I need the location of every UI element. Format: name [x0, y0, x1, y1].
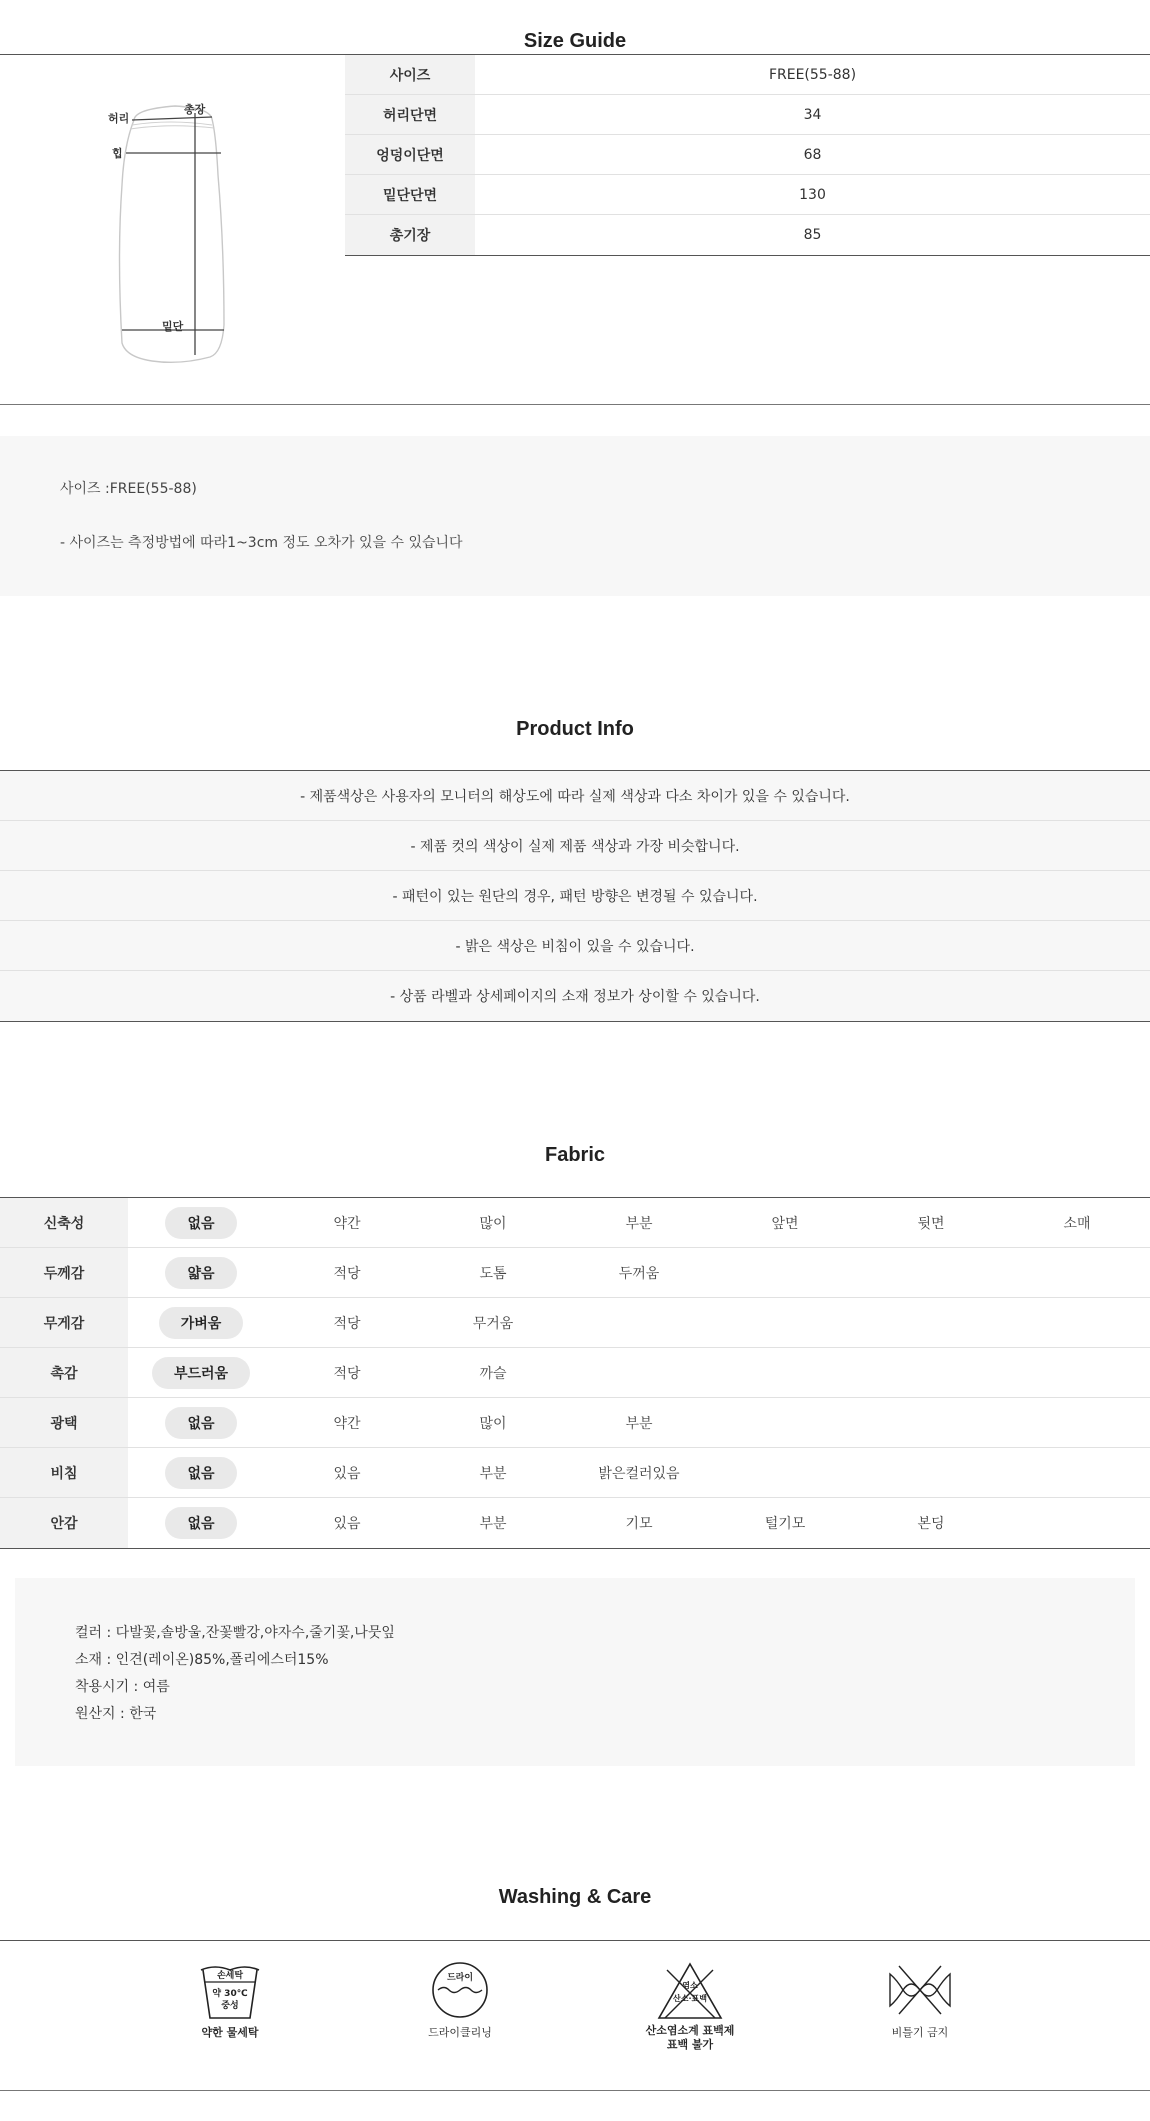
size-row-value: 34 [803, 106, 822, 123]
fabric-row [0, 1248, 1150, 1298]
hand-wash-icon-detergent: 중성 [221, 2001, 239, 2011]
size-row-label: 엉덩이단면 [345, 135, 475, 174]
no-wring-icon [885, 1960, 955, 2020]
size-note-line: 사이즈 :FREE(55-88) [60, 481, 197, 497]
fabric-option-selected [128, 1498, 274, 1548]
size-guide-title: Size Guide [523, 30, 627, 52]
fabric-option [858, 1348, 1004, 1397]
fabric-row [0, 1298, 1150, 1348]
size-row-value: 85 [803, 227, 822, 243]
fabric-option [712, 1298, 858, 1347]
fabric-option [1004, 1398, 1150, 1447]
fabric-option-label: 소매 [1063, 1215, 1091, 1232]
fabric-option-selected [128, 1398, 274, 1447]
fabric-option [566, 1248, 712, 1297]
fabric-option-label: 무거움 [472, 1315, 514, 1332]
fabric-option [1004, 1298, 1150, 1347]
fabric-option [420, 1498, 566, 1548]
fabric-option [1004, 1248, 1150, 1297]
size-row-label: 총기장 [345, 215, 475, 255]
hand-wash-icon-top: 손세탁 [216, 1971, 244, 1981]
detail-origin: 원산지 : 한국 [75, 1706, 157, 1722]
fabric-title: Fabric [544, 1144, 606, 1166]
fabric-option [566, 1398, 712, 1447]
fabric-option-label: 있음 [333, 1465, 361, 1482]
fabric-option [712, 1398, 858, 1447]
fabric-row-label: 광택 [0, 1398, 128, 1447]
fabric-option [712, 1448, 858, 1497]
fabric-option [274, 1398, 420, 1447]
fabric-option-label: 없음 [165, 1457, 236, 1489]
size-row [345, 55, 1150, 95]
fabric-option-label: 부분 [625, 1415, 653, 1432]
fabric-option-label: 털기모 [764, 1516, 806, 1532]
fabric-option-selected [128, 1448, 274, 1497]
care-label: 비틀기 금지 [891, 2026, 949, 2039]
fabric-option [274, 1198, 420, 1247]
fabric-row-label: 촉감 [0, 1348, 128, 1397]
fabric-option [858, 1298, 1004, 1347]
fabric-row [0, 1498, 1150, 1549]
size-note-error: - 사이즈는 측정방법에 따라1~3cm 정도 오차가 있을 수 있습니다 [60, 535, 463, 551]
fabric-option [1004, 1498, 1150, 1548]
fabric-option [420, 1398, 566, 1447]
fabric-row [0, 1348, 1150, 1398]
no-chlorine-bleach-icon [655, 1960, 725, 2022]
fabric-option-label: 까슬 [479, 1365, 507, 1382]
skirt-measurement-diagram [100, 95, 250, 365]
fabric-option-label: 약간 [333, 1415, 361, 1432]
size-row [345, 135, 1150, 175]
fabric-option [1004, 1198, 1150, 1247]
fabric-details-box [15, 1578, 1135, 1766]
detail-color: 컬러 : 다발꽃,솔방울,잔꽃빨강,야자수,줄기꽃,나뭇잎 [75, 1625, 395, 1641]
fabric-option [420, 1298, 566, 1347]
washing-top-divider [0, 1940, 1150, 1941]
size-table [345, 55, 1150, 256]
fabric-option [858, 1498, 1004, 1548]
hand-wash-icon-temp: 약 30℃ [212, 1989, 248, 1999]
size-row [345, 175, 1150, 215]
fabric-option [858, 1248, 1004, 1297]
care-label-line2: 표백 불가 [666, 2038, 714, 2051]
bleach-icon-mid: 산소·표백 [673, 1994, 707, 2003]
fabric-option-label: 많이 [479, 1215, 507, 1232]
fabric-option-label: 기모 [625, 1516, 653, 1532]
size-row-value: 130 [799, 186, 826, 203]
fabric-option [566, 1198, 712, 1247]
fabric-option-label: 뒷면 [917, 1215, 945, 1232]
product-info-item: - 패턴이 있는 원단의 경우, 패턴 방향은 변경될 수 있습니다. [0, 871, 1150, 921]
fabric-option-label: 본딩 [917, 1516, 945, 1532]
care-label: 드라이클리닝 [428, 2026, 492, 2039]
dry-clean-icon-text: 드라이 [446, 1973, 474, 1983]
fabric-option-label: 적당 [333, 1315, 361, 1332]
size-row-label: 밑단단면 [345, 175, 475, 214]
product-info-title: Product Info [516, 718, 634, 740]
fabric-option [274, 1498, 420, 1548]
bleach-icon-top: 염소 [682, 1981, 698, 1990]
fabric-option-label: 부드러움 [152, 1357, 250, 1389]
fabric-option [274, 1348, 420, 1397]
care-label: 약한 물세탁 [201, 2026, 259, 2039]
product-info-item: - 제품 컷의 색상이 실제 제품 색상과 가장 비슷합니다. [0, 821, 1150, 871]
size-guide-bottom-divider [0, 404, 1150, 405]
fabric-option [1004, 1348, 1150, 1397]
product-info-list [0, 771, 1150, 1022]
diagram-label-hip: 힙 [112, 147, 123, 160]
fabric-option-label: 도톰 [479, 1265, 507, 1282]
fabric-option [420, 1198, 566, 1247]
fabric-option-label: 얇음 [165, 1257, 236, 1289]
fabric-option-label: 많이 [479, 1415, 507, 1432]
fabric-option-label: 부분 [479, 1465, 507, 1482]
hand-wash-icon [195, 1960, 265, 2024]
fabric-option-label: 있음 [333, 1516, 361, 1532]
size-row-label: 허리단면 [345, 95, 475, 134]
fabric-option-selected [128, 1198, 274, 1247]
care-item-hand-wash [160, 1960, 300, 2040]
fabric-option [858, 1398, 1004, 1447]
fabric-option [712, 1498, 858, 1548]
fabric-option [1004, 1448, 1150, 1497]
fabric-option-label: 적당 [333, 1265, 361, 1282]
fabric-option [712, 1348, 858, 1397]
fabric-option [420, 1348, 566, 1397]
fabric-option [274, 1448, 420, 1497]
care-item-no-bleach [620, 1960, 760, 2052]
fabric-option [566, 1298, 712, 1347]
care-item-no-wring [850, 1960, 990, 2040]
fabric-option-selected [128, 1348, 274, 1397]
fabric-option-label: 없음 [165, 1207, 236, 1239]
fabric-option-label: 부분 [479, 1516, 507, 1532]
fabric-row [0, 1198, 1150, 1248]
fabric-option [712, 1198, 858, 1247]
fabric-option-label: 약간 [333, 1215, 361, 1232]
fabric-row-label: 두께감 [0, 1248, 128, 1297]
size-row-value: 68 [803, 146, 822, 163]
washing-bottom-divider [0, 2090, 1150, 2091]
fabric-option-selected [128, 1248, 274, 1297]
product-info-item: - 밝은 색상은 비침이 있을 수 있습니다. [0, 921, 1150, 971]
fabric-option [712, 1248, 858, 1297]
size-row-value: FREE(55-88) [768, 66, 857, 83]
product-info-item: - 상품 라벨과 상세페이지의 소재 정보가 상이할 수 있습니다. [0, 971, 1150, 1022]
fabric-row [0, 1448, 1150, 1498]
fabric-option-label: 가벼움 [159, 1307, 244, 1339]
fabric-table [0, 1198, 1150, 1549]
care-label: 산소염소계 표백제 [645, 2024, 735, 2037]
fabric-row-label: 신축성 [0, 1198, 128, 1247]
fabric-option-label: 없음 [165, 1507, 236, 1539]
size-note-box [0, 436, 1150, 596]
fabric-option-label: 두꺼움 [618, 1265, 660, 1282]
detail-season: 착용시기 : 여름 [75, 1679, 170, 1695]
fabric-option [274, 1248, 420, 1297]
fabric-option [566, 1348, 712, 1397]
fabric-option-label: 밝은컬러있음 [598, 1465, 680, 1482]
washing-care-title: Washing & Care [498, 1886, 652, 1908]
fabric-row-label: 안감 [0, 1498, 128, 1548]
size-row [345, 95, 1150, 135]
fabric-row [0, 1398, 1150, 1448]
fabric-option [420, 1448, 566, 1497]
diagram-label-waist: 허리 [108, 112, 130, 125]
fabric-row-label: 무게감 [0, 1298, 128, 1347]
product-info-item: - 제품색상은 사용자의 모니터의 해상도에 따라 실제 색상과 다소 차이가 있을 수 있습니다. [0, 771, 1150, 821]
diagram-label-hem: 밑단 [162, 320, 184, 333]
care-item-dry-clean [390, 1960, 530, 2040]
fabric-option-label: 앞면 [771, 1215, 799, 1232]
fabric-option [858, 1198, 1004, 1247]
fabric-option [858, 1448, 1004, 1497]
fabric-option-label: 적당 [333, 1365, 361, 1382]
diagram-label-length: 총장 [184, 103, 206, 116]
detail-material: 소재 : 인견(레이온)85%,폴리에스터15% [75, 1652, 329, 1668]
fabric-option-label: 부분 [625, 1215, 653, 1232]
fabric-option-selected [128, 1298, 274, 1347]
fabric-row-label: 비침 [0, 1448, 128, 1497]
size-row [345, 215, 1150, 256]
fabric-option [566, 1448, 712, 1497]
fabric-option-label: 없음 [165, 1407, 236, 1439]
fabric-option [274, 1298, 420, 1347]
fabric-option [420, 1248, 566, 1297]
dry-clean-icon [428, 1960, 492, 2020]
fabric-option [566, 1498, 712, 1548]
size-row-label: 사이즈 [345, 55, 475, 94]
